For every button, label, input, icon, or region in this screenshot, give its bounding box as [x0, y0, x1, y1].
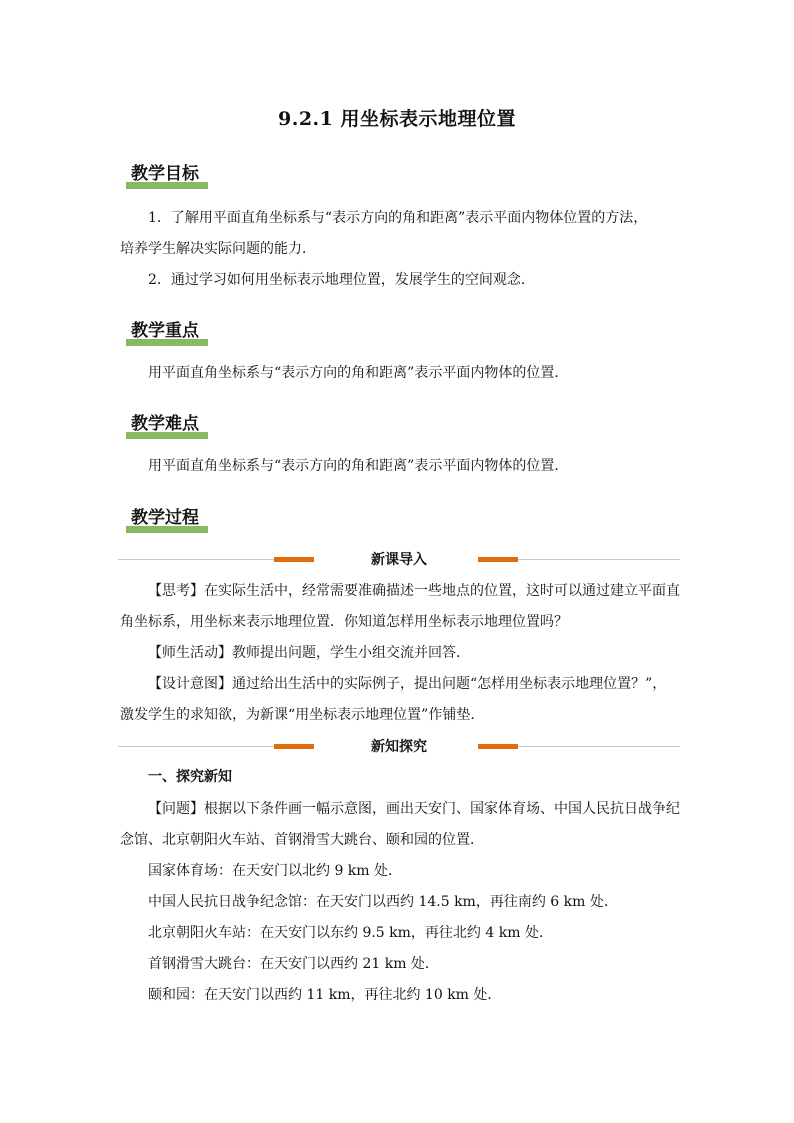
explore-line-3: 国家体育场：在天安门以北约 9 km 处．	[148, 863, 403, 879]
goals-line-2: 培养学生解决实际问题的能力．	[120, 241, 316, 257]
intro-line-3: 【师生活动】教师提出问题，学生小组交流并回答．	[148, 645, 470, 661]
section-heading-difficulties: 教学难点	[128, 414, 202, 435]
explore-line-1: 【问题】根据以下条件画一幅示意图，画出天安门、国家体育场、中国人民抗日战争纪	[148, 801, 680, 817]
section-heading-key-points: 教学重点	[128, 321, 202, 342]
explore-line-6: 首钢滑雪大跳台：在天安门以西约 21 km 处．	[148, 956, 439, 972]
divider-intro	[118, 550, 680, 570]
explore-subheading: 一、探究新知	[148, 769, 232, 785]
section-heading-process: 教学过程	[128, 508, 202, 529]
intro-line-5: 激发学生的求知欲，为新课“用坐标表示地理位置”作铺垫．	[120, 707, 485, 723]
explore-line-2: 念馆、北京朝阳火车站、首钢滑雪大跳台、颐和园的位置．	[120, 832, 484, 848]
section-heading-goals: 教学目标	[128, 164, 202, 185]
intro-line-1: 【思考】在实际生活中，经常需要准确描述一些地点的位置，这时可以通过建立平面直	[148, 583, 680, 599]
page-title: 9.2.1 用坐标表示地理位置	[277, 108, 516, 130]
divider-explore	[118, 737, 680, 757]
explore-line-7: 颐和园：在天安门以西约 11 km，再往北约 10 km 处．	[148, 987, 502, 1003]
intro-line-4: 【设计意图】通过给出生活中的实际例子，提出问题“怎样用坐标表示地理位置？”，	[148, 676, 667, 692]
explore-line-5: 北京朝阳火车站：在天安门以东约 9.5 km，再往北约 4 km 处．	[148, 925, 553, 941]
intro-line-2: 角坐标系，用坐标来表示地理位置．你知道怎样用坐标表示地理位置吗？	[120, 614, 568, 630]
goals-line-3: 2．通过学习如何用坐标表示地理位置，发展学生的空间观念．	[148, 272, 535, 288]
key-points-text: 用平面直角坐标系与“表示方向的角和距离”表示平面内物体的位置．	[148, 365, 569, 381]
difficulties-text: 用平面直角坐标系与“表示方向的角和距离”表示平面内物体的位置．	[148, 458, 569, 474]
explore-line-4: 中国人民抗日战争纪念馆：在天安门以西约 14.5 km，再往南约 6 km 处．	[148, 894, 618, 910]
divider-label: 新课导入	[371, 552, 427, 568]
goals-line-1: 1．了解用平面直角坐标系与“表示方向的角和距离”表示平面内物体位置的方法，	[148, 210, 648, 226]
divider-label: 新知探究	[371, 739, 427, 755]
